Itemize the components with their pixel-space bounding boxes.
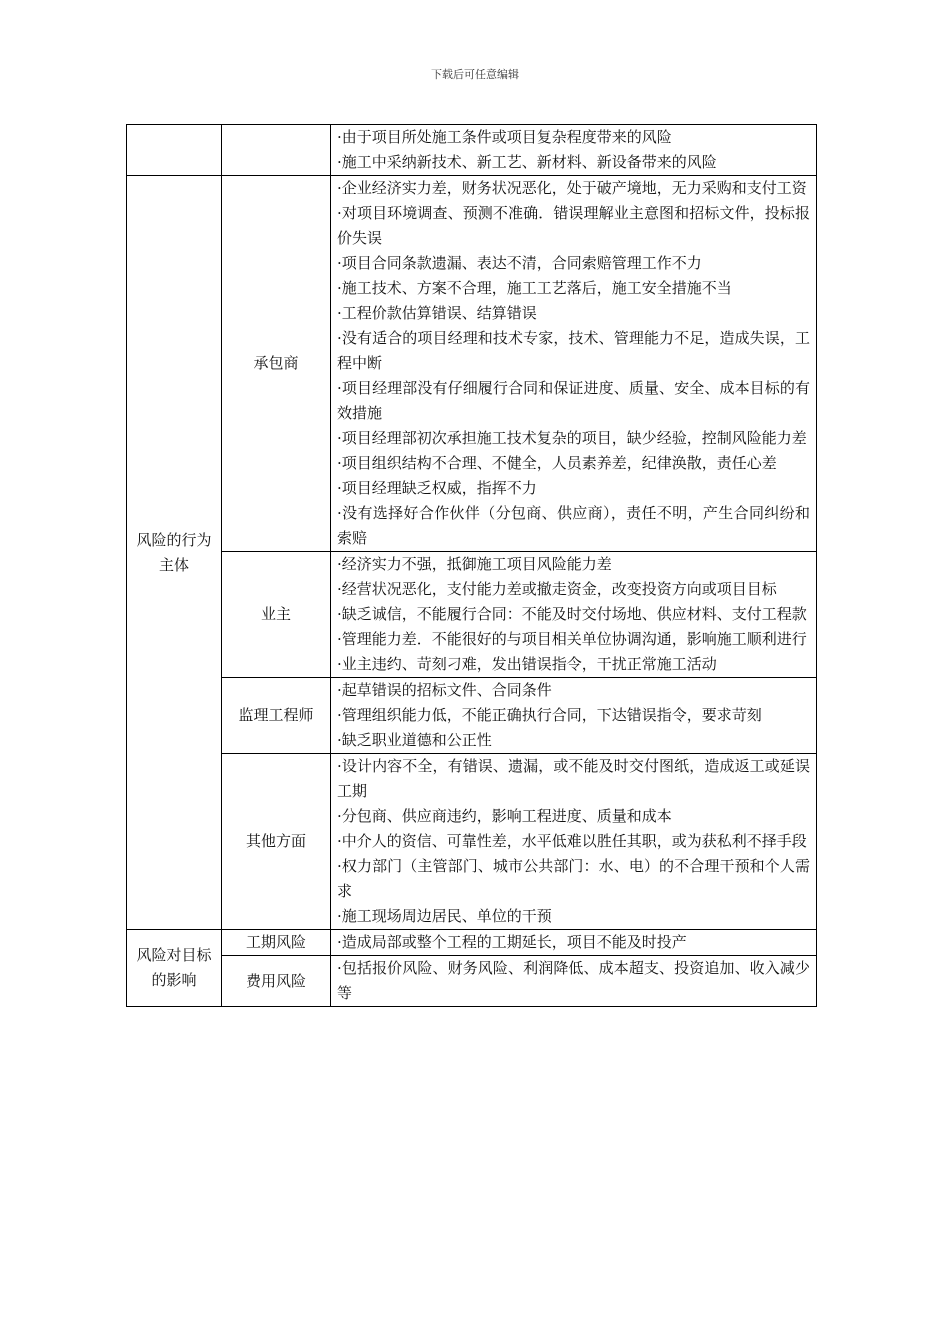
risk-item: ·项目经理缺乏权威，指挥不力 bbox=[337, 479, 537, 497]
risk-table bbox=[126, 124, 817, 1007]
risk-items-cell bbox=[331, 754, 817, 930]
table-row bbox=[127, 552, 817, 678]
group-cell bbox=[127, 930, 222, 1007]
group-label: 风险对目标的影响 bbox=[136, 946, 212, 989]
page-header: 下载后可任意编辑 bbox=[431, 68, 519, 81]
risk-item: ·项目组织结构不合理、不健全，人员素养差，纪律涣散，责任心差 bbox=[337, 454, 777, 472]
subject-cell bbox=[222, 552, 331, 678]
group-label: 风险的行为主体 bbox=[136, 530, 212, 574]
risk-item: ·施工中采纳新技术、新工艺、新材料、新设备带来的风险 bbox=[337, 153, 717, 171]
empty-cell bbox=[127, 125, 222, 176]
risk-item: ·权力部门（主管部门、城市公共部门：水、电）的不合理干预和个人需求 bbox=[337, 857, 810, 900]
risk-items-cell bbox=[331, 956, 817, 1007]
risk-items-cell bbox=[331, 552, 817, 678]
risk-items-cell bbox=[331, 930, 817, 956]
risk-item: ·中介人的资信、可靠性差，水平低难以胜任其职，或为获私利不择手段 bbox=[337, 832, 807, 850]
risk-item: ·由于项目所处施工条件或项目复杂程度带来的风险 bbox=[337, 128, 672, 146]
subject-cell bbox=[222, 930, 331, 956]
risk-item: ·经济实力不强，抵御施工项目风险能力差 bbox=[337, 555, 612, 573]
subject-label: 其他方面 bbox=[245, 832, 306, 850]
group-cell bbox=[127, 176, 222, 930]
table-row bbox=[127, 754, 817, 930]
risk-item: ·管理组织能力低，不能正确执行合同，下达错误指令，要求苛刻 bbox=[337, 706, 762, 724]
risk-item: ·起草错误的招标文件、合同条件 bbox=[337, 681, 552, 699]
subject-cell bbox=[222, 678, 331, 754]
risk-item: ·施工现场周边居民、单位的干预 bbox=[337, 907, 552, 925]
table-row bbox=[127, 678, 817, 754]
risk-item: ·业主违约、苛刻刁难，发出错误指令，干扰正常施工活动 bbox=[337, 655, 717, 673]
risk-items-cell bbox=[331, 678, 817, 754]
risk-item: ·施工技术、方案不合理，施工工艺落后，施工安全措施不当 bbox=[337, 279, 732, 297]
risk-item: ·经营状况恶化，支付能力差或撤走资金，改变投资方向或项目目标 bbox=[337, 580, 777, 598]
subject-cell bbox=[222, 754, 331, 930]
risk-item: ·造成局部或整个工程的工期延长，项目不能及时投产 bbox=[337, 933, 687, 951]
empty-cell bbox=[222, 125, 331, 176]
risk-item: ·管理能力差．不能很好的与项目相关单位协调沟通，影响施工顺利进行 bbox=[337, 630, 807, 648]
risk-item: ·包括报价风险、财务风险、利润降低、成本超支、投资追加、收入减少等 bbox=[337, 959, 810, 1002]
risk-item: ·分包商、供应商违约，影响工程进度、质量和成本 bbox=[337, 807, 672, 825]
risk-item: ·企业经济实力差，财务状况恶化，处于破产境地，无力采购和支付工资 bbox=[337, 179, 807, 197]
subject-label: 费用风险 bbox=[245, 971, 306, 990]
table-row bbox=[127, 125, 817, 176]
subject-cell bbox=[222, 176, 331, 552]
risk-item: ·没有选择好合作伙伴（分包商、供应商），责任不明，产生合同纠纷和索赔 bbox=[337, 504, 810, 547]
risk-item: ·工程价款估算错误、结算错误 bbox=[337, 304, 537, 322]
risk-items-cell bbox=[331, 125, 817, 176]
risk-item: ·项目合同条款遗漏、表达不清，合同索赔管理工作不力 bbox=[337, 254, 702, 272]
risk-item: ·项目经理部没有仔细履行合同和保证进度、质量、安全、成本目标的有效措施 bbox=[337, 379, 810, 422]
table-row bbox=[127, 956, 817, 1007]
subject-label: 承包商 bbox=[253, 354, 299, 372]
risk-item: ·缺乏诚信，不能履行合同：不能及时交付场地、供应材料、支付工程款 bbox=[337, 605, 807, 623]
subject-label: 监理工程师 bbox=[238, 706, 314, 724]
risk-item: ·设计内容不全，有错误、遗漏，或不能及时交付图纸，造成返工或延误工期 bbox=[337, 757, 810, 800]
risk-item: ·对项目环境调查、预测不准确．错误理解业主意图和招标文件，投标报价失误 bbox=[337, 204, 810, 247]
subject-label: 业主 bbox=[260, 605, 291, 623]
risk-item: ·项目经理部初次承担施工技术复杂的项目，缺少经验，控制风险能力差 bbox=[337, 429, 807, 447]
risk-item: ·缺乏职业道德和公正性 bbox=[337, 731, 492, 749]
risk-item: ·没有适合的项目经理和技术专家，技术、管理能力不足，造成失误，工程中断 bbox=[337, 329, 810, 372]
subject-cell bbox=[222, 956, 331, 1007]
subject-label: 工期风险 bbox=[245, 933, 306, 951]
table-row bbox=[127, 930, 817, 956]
risk-items-cell bbox=[331, 176, 817, 552]
table-row bbox=[127, 176, 817, 552]
